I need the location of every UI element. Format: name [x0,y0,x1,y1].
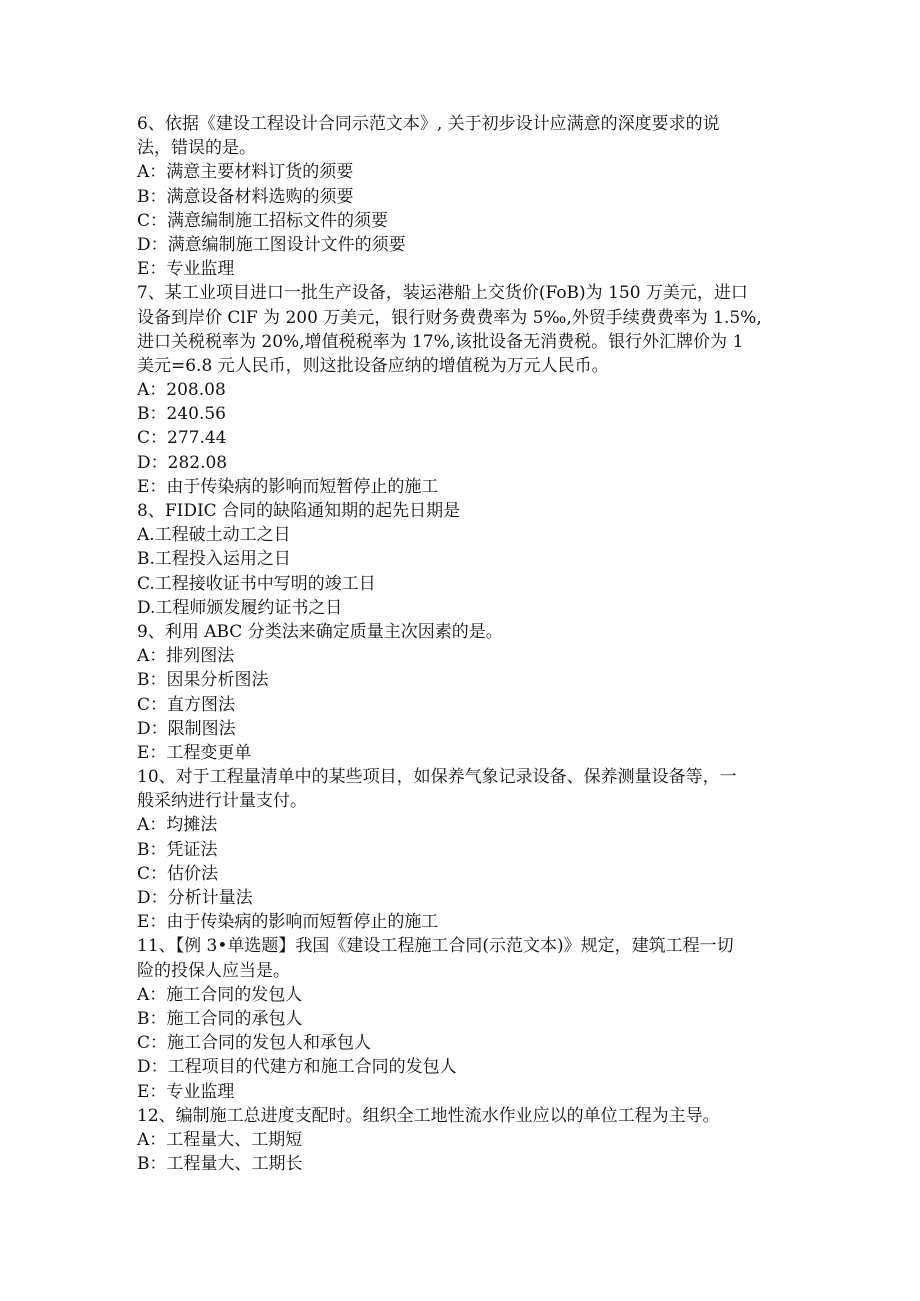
option-list [137,813,787,934]
option-list [137,523,787,620]
answer-option: A：208.08 [137,380,226,401]
answer-option: D：分析计量法 [137,888,253,908]
answer-option: A：排列图法 [137,646,235,667]
answer-option: B：240.56 [137,404,226,425]
answer-option: C：直方图法 [137,694,236,715]
answer-option: E：由于传染病的影响而短暂停止的施工 [137,912,439,933]
answer-option: A：满意主要材料订货的须要 [137,162,354,183]
answer-option: C：估价法 [137,863,219,884]
answer-option: E：由于传染病的影响而短暂停止的施工 [137,476,439,497]
answer-option: B：因果分析图法 [137,670,269,691]
answer-option: D：282.08 [137,452,228,473]
question-stem [137,934,787,982]
answer-option: E：工程变更单 [137,742,252,763]
question-block [137,499,787,620]
answer-option: C：满意编制施工招标文件的须要 [137,210,389,231]
answer-option: D：限制图法 [137,718,236,739]
answer-option: E：专业监理 [137,1081,235,1102]
question-block [137,281,787,499]
question-stem-line: 险的投保人应当是。 [137,960,290,981]
question-stem-line: 9、利用 ABC 分类法来确定质量主次因素的是。 [137,621,503,642]
question-block [137,1104,787,1177]
option-list [137,983,787,1104]
answer-option: D：工程项目的代建方和施工合同的发包人 [137,1057,457,1078]
question-stem-line: 10、对于工程量清单中的某些项目，如保养气象记录设备、保养测量设备等，一 [137,767,737,788]
question-block [137,112,787,281]
option-list [137,160,787,281]
question-stem-line: 进口关税税率为 20%,增值税税率为 17%,该批设备无消费税。银行外汇牌价为 1 [137,331,744,352]
answer-option: B.工程投入运用之日 [137,549,291,570]
answer-option: C：施工合同的发包人和承包人 [137,1033,372,1054]
question-stem [137,112,787,160]
answer-option: B：工程量大、工期长 [137,1154,303,1175]
question-block [137,934,787,1103]
question-stem-line: 美元=6.8 元人民币，则这批设备应纳的增值税为万元人民币。 [137,355,609,376]
question-stem [137,1104,787,1128]
answer-option: A：施工合同的发包人 [137,984,303,1005]
answer-option: C.工程接收证书中写明的竣工日 [137,573,376,594]
answer-option: B：施工合同的承包人 [137,1008,303,1029]
question-stem-line: 11、【例 3•单选题】我国《建设工程施工合同(示范文本)》规定，建筑工程一切 [137,936,734,957]
question-stem-line: 8、FIDIC 合同的缺陷通知期的起先日期是 [137,501,461,521]
option-list [137,378,787,499]
question-stem [137,281,787,378]
answer-option: D：满意编制施工图设计文件的须要 [137,234,406,255]
question-stem [137,620,787,644]
question-stem-line: 12、编制施工总进度支配时。组织全工地性流水作业应以的单位工程为主导。 [137,1105,720,1126]
option-list [137,1128,787,1176]
exam-text [137,112,787,1176]
answer-option: B：凭证法 [137,839,218,860]
question-stem-line: 6、依据《建设工程设计合同示范文本》, 关于初步设计应满意的深度要求的说 [137,114,720,134]
question-block [137,620,787,765]
answer-option: D.工程师颁发履约证书之日 [137,597,343,618]
answer-option: C：277.44 [137,428,227,449]
question-block [137,765,787,934]
answer-option: E：专业监理 [137,259,235,280]
question-stem-line: 般采纳进行计量支付。 [137,791,307,812]
answer-option: B：满意设备材料选购的须要 [137,186,354,207]
answer-option: A：均摊法 [137,815,218,836]
answer-option: A：工程量大、工期短 [137,1129,303,1150]
question-stem-line: 7、某工业项目进口一批生产设备，装运港船上交货价(FoB)为 150 万美元，进口 [137,283,748,304]
question-stem [137,499,787,523]
option-list [137,644,787,765]
question-stem [137,765,787,813]
question-stem-line: 设备到岸价 ClF 为 200 万美元，银行财务费费率为 5‰,外贸手续费费率为 1.5%, [137,307,762,328]
answer-option: A.工程破土动工之日 [137,525,291,546]
question-stem-line: 法，错误的是。 [137,138,256,159]
